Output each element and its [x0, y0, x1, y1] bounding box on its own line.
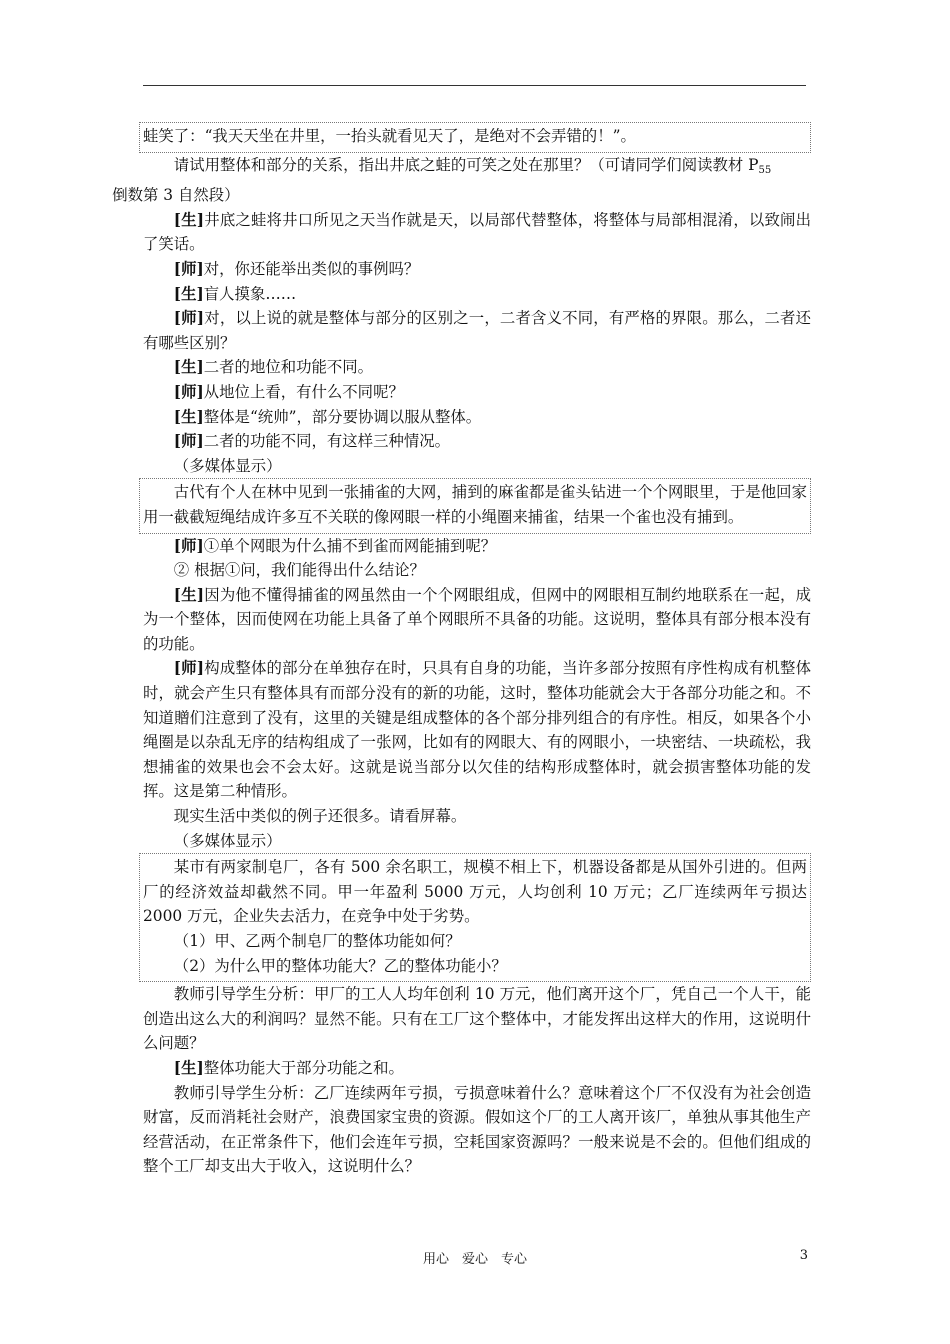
analysis-paragraph-1: 教师引导学生分析：甲厂的工人人均年创利 10 万元，他们离开这个厂，凭自己一个人干，能创造出这么大的利润吗？显然不能。只有在工厂这个整体中，才能发挥出这样大的作用，这说明什么问题？ [143, 985, 811, 1053]
header-rule [143, 85, 806, 86]
speaker-tag: [师] [173, 659, 205, 678]
speaker-tag: [师] [173, 309, 205, 328]
dialog-text: 从地位上看，有什么不同呢？ [203, 382, 404, 401]
dialog-line [143, 257, 811, 282]
dialog-text: 构成整体的部分在单独存在时，只具有自身的功能，当许多部分按照有序性构成有机整体时，就会产生只有整体具有而部分没有的新的功能，这时，整体功能就会大于各部分功能之和。不知道贈们注意到了没有，这里的关键是组成整体的各个部分排列组合的有序性。相反，如果各个小绳圈是以杂乱无序的结构组成了一张网，比如有的网眼大、有的网眼小，一块密结、一块疏松，我想捕雀的效果也会不会太好。这就是说当部分以欠佳的结构形成整体时，就会损害整体功能的发挥。这是第二种情形。 [143, 659, 811, 801]
question-main: 请试用整体和部分的关系，指出井底之蛙的可笑之处在那里？（可请同学们阅读教材 P [173, 155, 759, 174]
dialog-line [143, 208, 811, 257]
dialog-line [143, 656, 811, 804]
question-rest: 倒数第 3 自然段） [112, 186, 240, 205]
footer-motto: 用心 爱心 专心 [422, 1252, 527, 1267]
factory-text: 某市有两家制皂厂，各有 500 余名职工，规模不相上下，机器设备都是从国外引进的。但两厂的经济效益却截然不同。甲一年盈利 5000 万元，人均创利 10 万元；乙厂连续两年亏损达 2000 万元，企业失去活力，在竞争中处于劣势。 [143, 858, 807, 926]
dialog-line [143, 583, 811, 657]
dialog-text: 对，你还能举出类似的事例吗？ [203, 259, 420, 278]
dialog-text: 二者的地位和功能不同。 [203, 358, 374, 377]
dialog-line [143, 355, 811, 380]
page-body [112, 122, 811, 1179]
speaker-tag: [生] [173, 585, 205, 604]
dialog-text: 因为他不懂得捕雀的网虽然由一个个网眼组成，但网中的网眼相互制约地联系在一起，成为一个整体，因而使网在功能上具备了单个网眼所不具备的功能。这说明，整体具有部分根本没有的功能。 [143, 585, 811, 653]
factory-question-1: （1）甲、乙两个制皂厂的整体功能如何？ [173, 932, 461, 950]
media-label: （多媒体显示） [173, 831, 282, 850]
media-box-factory [139, 853, 811, 982]
speaker-tag: [生] [173, 1058, 204, 1077]
dialog-line [143, 282, 811, 307]
dialog-line [143, 429, 811, 454]
speaker-tag: [生] [173, 358, 204, 377]
real-life-paragraph: 现实生活中类似的例子还很多。请看屏幕。 [173, 807, 467, 826]
speaker-tag: [师] [173, 536, 204, 555]
dialog-text: 整体功能大于部分功能之和。 [203, 1058, 404, 1077]
question-two: ② 根据①问，我们能得出什么结论？ [173, 561, 425, 580]
speaker-tag: [师] [173, 382, 204, 401]
dialog-line [143, 380, 811, 405]
dialog-text: 整体是“统帅”，部分要协调以服从整体。 [203, 407, 482, 426]
dialog-text: 二者的功能不同，有这样三种情况。 [203, 432, 451, 451]
dialog-text: ①单个网眼为什么捕不到雀而网能捕到呢？ [203, 536, 497, 555]
speaker-tag: [生] [173, 284, 204, 303]
media-label: （多媒体显示） [173, 456, 282, 475]
analysis-paragraph-2: 教师引导学生分析：乙厂连续两年亏损，亏损意味着什么？意味着这个厂不仅没有为社会创造财富，反而消耗社会财产，浪费国家宝贵的资源。假如这个厂的工人离开该厂，单独从事其他生产经营活动，在正常条件下，他们会连年亏损，空耗国家资源吗？一般来说是不会的。但他们组成的整个工厂却支出大于收入，这说明什么？ [143, 1083, 811, 1176]
question-paragraph [112, 153, 811, 208]
net-story: 古代有个人在林中见到一张捕雀的大网，捕到的麻雀都是雀头钻进一个个网眼里，于是他回家用一截截短绳结成许多互不关联的像网眼一样的小绳圈来捕雀，结果一个雀也没有捕到。 [143, 483, 807, 526]
quote-line: 蛙笑了：“我天天坐在井里，一抬头就看见天了，是绝对不会弄错的！”。 [143, 127, 636, 145]
page-number: 3 [799, 1248, 808, 1263]
dialog-text: 对，以上说的就是整体与部分的区别之一，二者含义不同，有严格的界限。那么，二者还有哪些区别？ [143, 309, 811, 352]
speaker-tag: [生] [173, 407, 204, 426]
dialog-line [143, 405, 811, 430]
factory-question-2: （2）为什么甲的整体功能大？乙的整体功能小？ [173, 956, 507, 975]
speaker-tag: [师] [173, 259, 204, 278]
dialog-line [143, 534, 811, 559]
speaker-tag: [师] [173, 432, 204, 451]
dialog-line [143, 306, 811, 355]
dialog-text: 井底之蛙将井口所见之天当作就是天，以局部代替整体，将整体与局部相混淆，以致闹出了笑话。 [143, 210, 811, 254]
page-footer [0, 1248, 950, 1268]
media-box-net [139, 478, 811, 533]
quote-box [139, 122, 811, 153]
dialog-line [143, 1056, 811, 1081]
dialog-text: 盲人摸象…… [203, 284, 297, 303]
page-subscript: 55 [758, 164, 772, 176]
speaker-tag: [生] [173, 210, 205, 229]
